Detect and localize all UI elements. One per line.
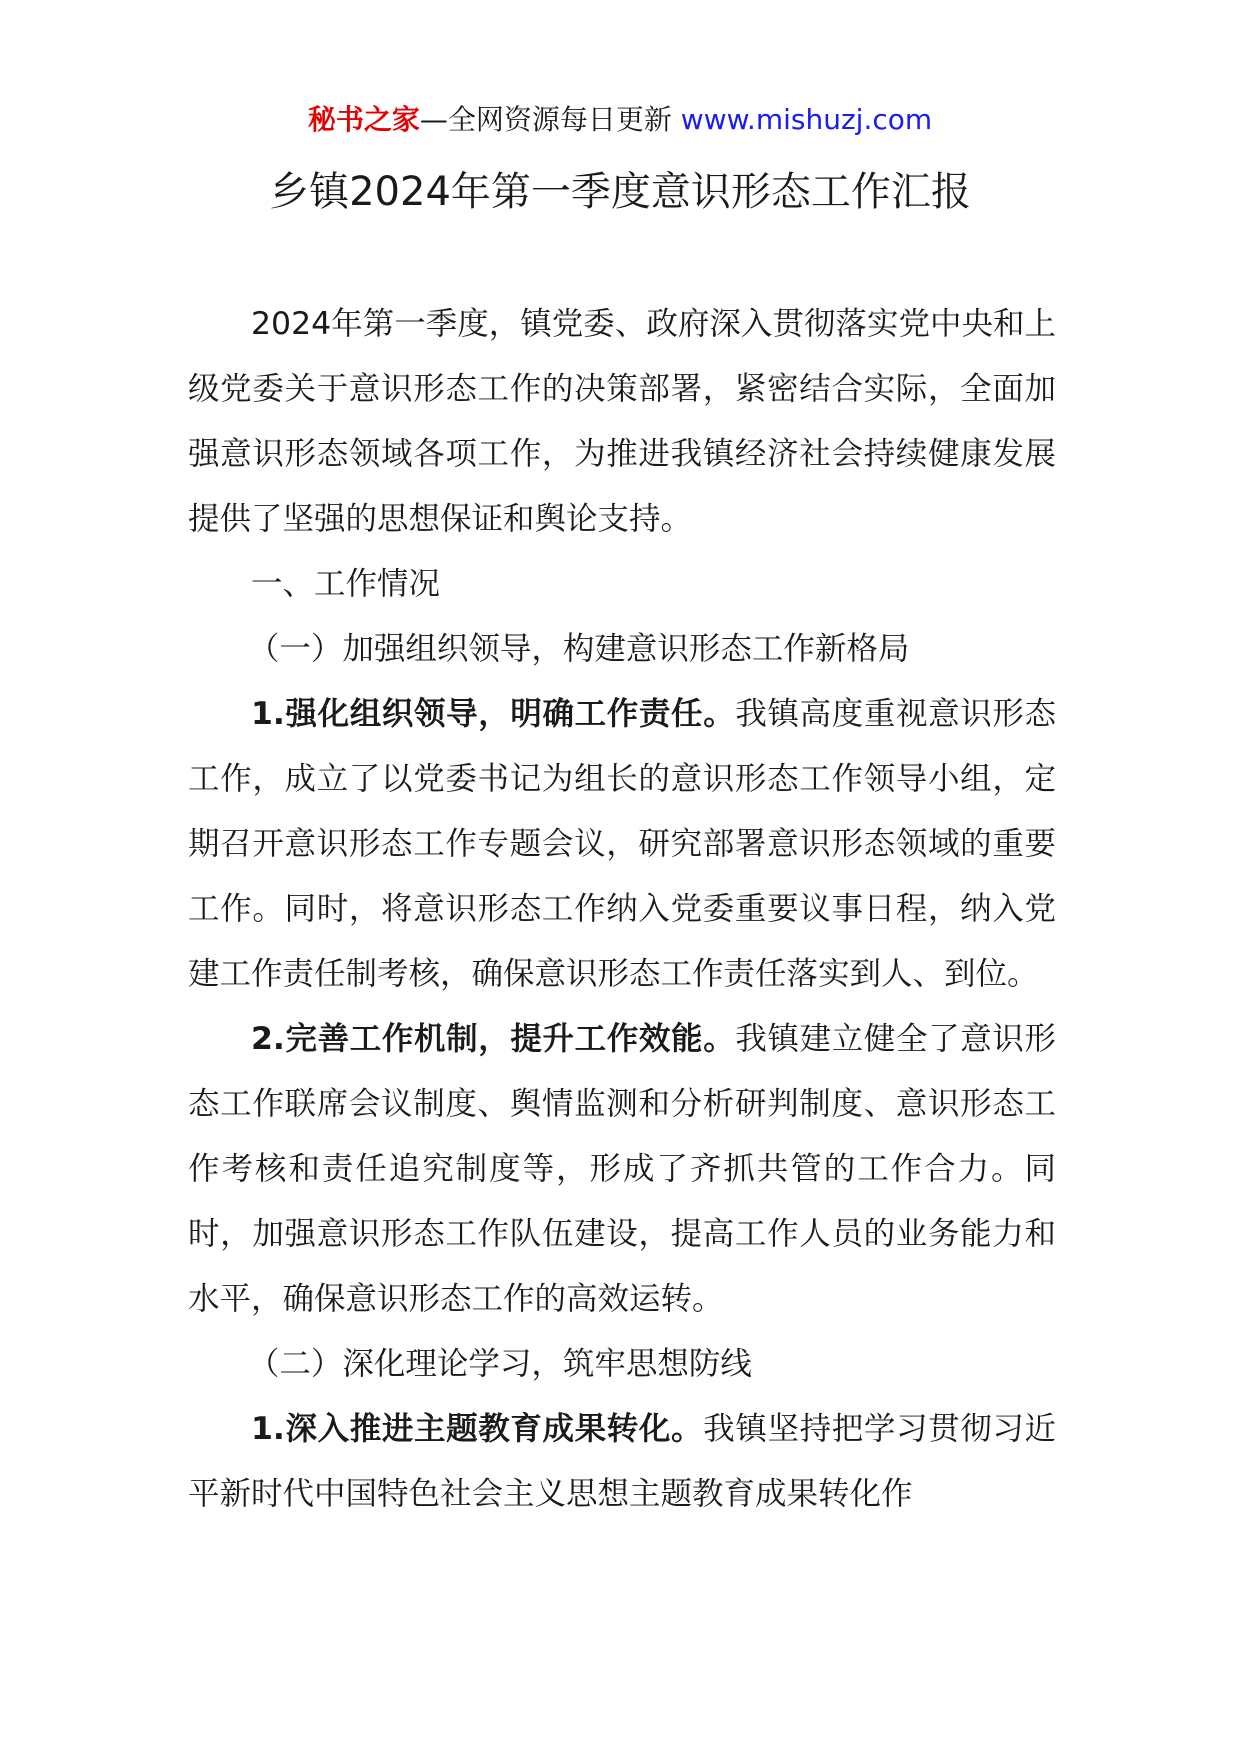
subsection-heading: （二）深化理论学习，筑牢思想防线 <box>247 1346 752 1382</box>
item-paragraph <box>188 1397 1056 1527</box>
item-paragraph <box>188 682 1056 1007</box>
subsection-heading: （一）加强组织领导，构建意识形态工作新格局 <box>247 631 910 667</box>
item-paragraph <box>188 1007 1056 1332</box>
item-text: 我镇坚持把学习贯彻习近平新时代中国特色社会主义思想主题教育成果转化作 <box>188 1411 1056 1512</box>
document-title: 乡镇2024年第一季度意识形态工作汇报 <box>269 169 971 215</box>
brand-name: 秘书之家 <box>307 103 420 136</box>
item-text: 我镇建立健全了意识形态工作联席会议制度、舆情监测和分析研判制度、意识形态工作考核和责任追究制度等，形成了齐抓共管的工作合力。同时，加强意识形态工作队伍建设，提高工作人员的业务能力和水平，确保意识形态工作的高效运转。 <box>188 1021 1056 1317</box>
header-tagline: —全网资源每日更新 <box>419 103 672 136</box>
item-lead: 1.深入推进主题教育成果转化。 <box>251 1411 704 1447</box>
site-header <box>0 100 1240 140</box>
item-lead: 1.强化组织领导，明确工作责任。 <box>251 696 736 732</box>
document-body <box>188 292 1056 1527</box>
site-url-link[interactable]: www.mishuzj.com <box>680 103 933 136</box>
section-heading: 一、工作情况 <box>251 566 441 602</box>
item-lead: 2.完善工作机制，提升工作效能。 <box>251 1021 736 1057</box>
intro-paragraph: 2024年第一季度，镇党委、政府深入贯彻落实党中央和上级党委关于意识形态工作的决策部署，紧密结合实际，全面加强意识形态领域各项工作，为推进我镇经济社会持续健康发展提供了坚强的思想保证和舆论支持。 <box>188 306 1056 537</box>
item-text: 我镇高度重视意识形态工作，成立了以党委书记为组长的意识形态工作领导小组，定期召开意识形态工作专题会议，研究部署意识形态领域的重要工作。同时，将意识形态工作纳入党委重要议事日程，纳入党建工作责任制考核，确保意识形态工作责任落实到人、到位。 <box>188 696 1056 992</box>
